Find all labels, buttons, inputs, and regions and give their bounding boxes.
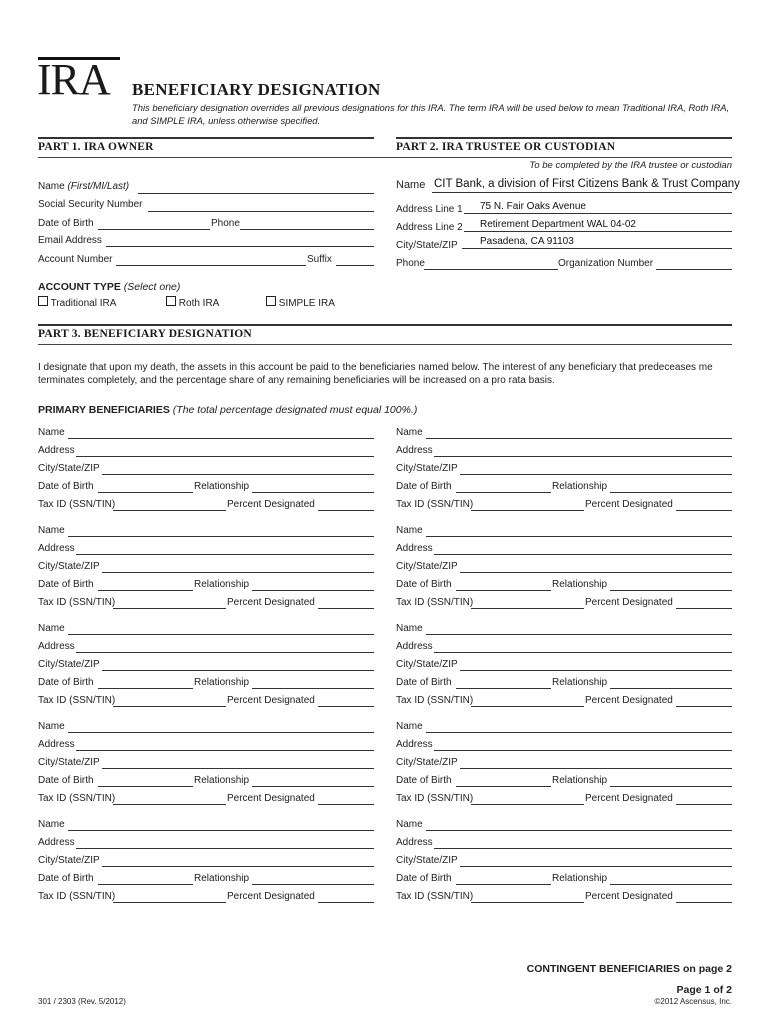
owner-name-label: Name (First/MI/Last) (38, 181, 130, 192)
custodian-csz-label: City/State/ZIP (396, 240, 458, 251)
parts-divider (38, 157, 732, 158)
part2-subtitle: To be completed by the IRA trustee or custodian (529, 160, 732, 171)
beneficiary-relationship-label: Relationship (194, 481, 250, 492)
beneficiary-name-field[interactable] (68, 536, 374, 537)
beneficiary-name-label: Name (38, 525, 65, 536)
custodian-name-value: CIT Bank, a division of First Citizens Bank & Trust Company (434, 178, 740, 190)
beneficiary-name-field[interactable] (426, 634, 732, 635)
beneficiary-address-label: Address (396, 445, 433, 456)
beneficiary-relationship-field[interactable] (610, 884, 732, 885)
beneficiary-name-field[interactable] (426, 438, 732, 439)
beneficiary-city-state-zip-field[interactable] (460, 572, 732, 573)
part2-rule (396, 137, 732, 139)
primary-beneficiaries-heading: PRIMARY BENEFICIARIES (The total percentage designated must equal 100%.) (38, 404, 418, 416)
custodian-addr1-value: 75 N. Fair Oaks Avenue (480, 201, 586, 212)
beneficiary-relationship-field[interactable] (252, 884, 374, 885)
beneficiary-address-field[interactable] (76, 456, 374, 457)
owner-ssn-label: Social Security Number (38, 199, 143, 210)
beneficiary-percent-designated-field[interactable] (676, 804, 732, 805)
part2-title: PART 2. IRA TRUSTEE OR CUSTODIAN (396, 141, 616, 153)
contingent-note: CONTINGENT BENEFICIARIES on page 2 (526, 963, 732, 975)
beneficiary-percent-designated-field[interactable] (318, 706, 374, 707)
beneficiary-relationship-field[interactable] (252, 786, 374, 787)
custodian-addr1-label: Address Line 1 (396, 204, 463, 215)
beneficiary-address-label: Address (396, 641, 433, 652)
beneficiary-city-state-zip-label: City/State/ZIP (396, 463, 458, 474)
custodian-addr2-value: Retirement Department WAL 04-02 (480, 219, 636, 230)
beneficiary-city-state-zip-field[interactable] (102, 572, 374, 573)
beneficiary-relationship-label: Relationship (194, 873, 250, 884)
beneficiary-city-state-zip-field[interactable] (102, 670, 374, 671)
beneficiary-relationship-label: Relationship (194, 677, 250, 688)
beneficiary-tax-id-label: Tax ID (SSN/TIN) (396, 597, 474, 608)
checkbox-icon[interactable] (166, 296, 176, 306)
beneficiary-tax-id-field[interactable] (471, 902, 584, 903)
beneficiary-address-label: Address (38, 739, 75, 750)
beneficiary-name-label: Name (38, 623, 65, 634)
beneficiary-percent-designated-field[interactable] (676, 510, 732, 511)
beneficiary-percent-designated-label: Percent Designated (585, 793, 673, 804)
beneficiary-city-state-zip-field[interactable] (102, 866, 374, 867)
beneficiary-name-field[interactable] (426, 536, 732, 537)
beneficiary-city-state-zip-label: City/State/ZIP (38, 463, 100, 474)
owner-phone-label: Phone (211, 218, 240, 229)
owner-phone-field[interactable] (240, 229, 374, 230)
beneficiary-tax-id-field[interactable] (113, 510, 226, 511)
beneficiary-address-label: Address (38, 837, 75, 848)
beneficiary-tax-id-label: Tax ID (SSN/TIN) (38, 597, 116, 608)
beneficiary-city-state-zip-field[interactable] (102, 768, 374, 769)
beneficiary-city-state-zip-field[interactable] (460, 866, 732, 867)
beneficiary-tax-id-label: Tax ID (SSN/TIN) (38, 695, 116, 706)
beneficiary-city-state-zip-label: City/State/ZIP (396, 855, 458, 866)
beneficiary-address-field[interactable] (434, 554, 732, 555)
beneficiary-tax-id-field[interactable] (113, 706, 226, 707)
beneficiary-address-field[interactable] (76, 750, 374, 751)
custodian-name-label: Name (396, 179, 426, 191)
beneficiary-address-field[interactable] (76, 652, 374, 653)
owner-email-label: Email Address (38, 235, 102, 246)
beneficiary-date-of-birth-label: Date of Birth (38, 481, 94, 492)
beneficiary-city-state-zip-label: City/State/ZIP (396, 561, 458, 572)
part3-rule (38, 324, 732, 326)
owner-ssn-field[interactable] (148, 211, 374, 212)
beneficiary-relationship-field[interactable] (610, 786, 732, 787)
option-traditional-ira[interactable]: Traditional IRA (38, 296, 116, 309)
beneficiary-name-field[interactable] (426, 830, 732, 831)
beneficiary-tax-id-label: Tax ID (SSN/TIN) (38, 891, 116, 902)
beneficiary-name-label: Name (396, 427, 423, 438)
beneficiary-tax-id-label: Tax ID (SSN/TIN) (38, 499, 116, 510)
beneficiary-date-of-birth-field[interactable] (98, 786, 193, 787)
beneficiary-tax-id-field[interactable] (113, 804, 226, 805)
beneficiary-tax-id-label: Tax ID (SSN/TIN) (38, 793, 116, 804)
beneficiary-date-of-birth-field[interactable] (98, 590, 193, 591)
beneficiary-city-state-zip-label: City/State/ZIP (396, 757, 458, 768)
beneficiary-tax-id-field[interactable] (471, 510, 584, 511)
beneficiary-date-of-birth-label: Date of Birth (396, 775, 452, 786)
page-number: Page 1 of 2 (676, 984, 732, 996)
beneficiary-date-of-birth-field[interactable] (98, 884, 193, 885)
part1-rule (38, 137, 374, 139)
designation-statement: I designate that upon my death, the assets in this account be paid to the beneficiaries named below. The interest of any beneficiary that predeceases me terminates completely, and the percentage share of any remaining beneficiaries will be increased on a pro rata basis. (38, 362, 713, 386)
beneficiary-relationship-label: Relationship (194, 579, 250, 590)
owner-email-field[interactable] (106, 246, 374, 247)
beneficiary-city-state-zip-label: City/State/ZIP (38, 855, 100, 866)
beneficiary-percent-designated-label: Percent Designated (585, 891, 673, 902)
beneficiary-city-state-zip-label: City/State/ZIP (38, 659, 100, 670)
beneficiary-relationship-field[interactable] (610, 688, 732, 689)
beneficiary-percent-designated-field[interactable] (318, 804, 374, 805)
beneficiary-city-state-zip-label: City/State/ZIP (38, 757, 100, 768)
beneficiary-city-state-zip-field[interactable] (460, 768, 732, 769)
custodian-phone-label: Phone (396, 258, 425, 269)
form-number: 301 / 2303 (Rev. 5/2012) (38, 997, 126, 1006)
custodian-csz-value: Pasadena, CA 91103 (480, 236, 574, 247)
beneficiary-relationship-field[interactable] (252, 590, 374, 591)
beneficiary-relationship-label: Relationship (552, 873, 608, 884)
beneficiary-tax-id-field[interactable] (471, 804, 584, 805)
beneficiary-address-field[interactable] (434, 456, 732, 457)
option-roth-ira[interactable]: Roth IRA (166, 296, 219, 309)
beneficiary-address-field[interactable] (434, 750, 732, 751)
beneficiary-date-of-birth-field[interactable] (456, 884, 551, 885)
part1-title: PART 1. IRA OWNER (38, 141, 154, 153)
beneficiary-name-field[interactable] (68, 830, 374, 831)
option-simple-ira[interactable]: SIMPLE IRA (266, 296, 335, 309)
beneficiary-percent-designated-field[interactable] (676, 902, 732, 903)
custodian-addr1-field[interactable] (464, 213, 732, 214)
beneficiary-percent-designated-field[interactable] (676, 608, 732, 609)
custodian-addr2-label: Address Line 2 (396, 222, 463, 233)
beneficiary-city-state-zip-label: City/State/ZIP (396, 659, 458, 670)
beneficiary-date-of-birth-label: Date of Birth (38, 677, 94, 688)
beneficiary-date-of-birth-label: Date of Birth (396, 873, 452, 884)
beneficiary-date-of-birth-label: Date of Birth (396, 579, 452, 590)
checkbox-icon[interactable] (38, 296, 48, 306)
beneficiary-date-of-birth-field[interactable] (98, 688, 193, 689)
beneficiary-percent-designated-label: Percent Designated (585, 597, 673, 608)
beneficiary-name-field[interactable] (68, 438, 374, 439)
beneficiary-relationship-label: Relationship (552, 677, 608, 688)
beneficiary-date-of-birth-label: Date of Birth (38, 579, 94, 590)
beneficiary-address-label: Address (38, 445, 75, 456)
beneficiary-tax-id-field[interactable] (471, 608, 584, 609)
beneficiary-tax-id-label: Tax ID (SSN/TIN) (396, 891, 474, 902)
ira-label: IRA (37, 55, 110, 104)
beneficiary-percent-designated-label: Percent Designated (227, 695, 315, 706)
beneficiary-relationship-field[interactable] (252, 688, 374, 689)
beneficiary-name-field[interactable] (68, 634, 374, 635)
beneficiary-date-of-birth-label: Date of Birth (38, 873, 94, 884)
beneficiary-relationship-field[interactable] (610, 492, 732, 493)
beneficiary-date-of-birth-field[interactable] (98, 492, 193, 493)
owner-name-field[interactable] (138, 193, 374, 194)
beneficiary-percent-designated-label: Percent Designated (227, 499, 315, 510)
beneficiary-tax-id-label: Tax ID (SSN/TIN) (396, 695, 474, 706)
checkbox-icon[interactable] (266, 296, 276, 306)
beneficiary-address-field[interactable] (434, 848, 732, 849)
owner-suffix-label: Suffix (307, 254, 332, 265)
beneficiary-address-label: Address (396, 543, 433, 554)
beneficiary-date-of-birth-field[interactable] (456, 492, 551, 493)
form-title: BENEFICIARY DESIGNATION (132, 80, 381, 99)
beneficiary-name-label: Name (396, 819, 423, 830)
owner-suffix-field[interactable] (336, 265, 374, 266)
beneficiary-date-of-birth-field[interactable] (456, 590, 551, 591)
custodian-org-field[interactable] (656, 269, 732, 270)
beneficiary-relationship-label: Relationship (194, 775, 250, 786)
beneficiary-date-of-birth-label: Date of Birth (396, 481, 452, 492)
beneficiary-name-label: Name (396, 525, 423, 536)
beneficiary-percent-designated-field[interactable] (318, 510, 374, 511)
beneficiary-percent-designated-field[interactable] (318, 902, 374, 903)
beneficiary-date-of-birth-label: Date of Birth (396, 677, 452, 688)
account-type-label: ACCOUNT TYPE (Select one) (38, 281, 181, 293)
owner-dob-label: Date of Birth (38, 218, 94, 229)
beneficiary-name-field[interactable] (68, 732, 374, 733)
beneficiary-percent-designated-label: Percent Designated (227, 793, 315, 804)
custodian-addr2-field[interactable] (464, 231, 732, 232)
beneficiary-address-field[interactable] (434, 652, 732, 653)
beneficiary-relationship-field[interactable] (252, 492, 374, 493)
beneficiary-percent-designated-field[interactable] (676, 706, 732, 707)
beneficiary-address-label: Address (396, 739, 433, 750)
beneficiary-address-label: Address (38, 543, 75, 554)
beneficiary-percent-designated-label: Percent Designated (227, 597, 315, 608)
owner-account-label: Account Number (38, 254, 113, 265)
beneficiary-name-label: Name (38, 427, 65, 438)
form-intro: This beneficiary designation overrides all previous designations for this IRA. The term IRA will be used below to mean Traditional IRA, Roth IRA, and SIMPLE IRA, unless otherwise specified. (132, 102, 730, 126)
beneficiary-date-of-birth-field[interactable] (456, 688, 551, 689)
beneficiary-date-of-birth-field[interactable] (456, 786, 551, 787)
beneficiary-relationship-label: Relationship (552, 775, 608, 786)
beneficiary-city-state-zip-field[interactable] (102, 474, 374, 475)
custodian-org-label: Organization Number (558, 258, 654, 269)
beneficiary-tax-id-field[interactable] (113, 902, 226, 903)
beneficiary-address-field[interactable] (76, 554, 374, 555)
beneficiary-address-label: Address (38, 641, 75, 652)
beneficiary-name-label: Name (396, 721, 423, 732)
beneficiary-tax-id-label: Tax ID (SSN/TIN) (396, 793, 474, 804)
beneficiary-percent-designated-label: Percent Designated (585, 695, 673, 706)
custodian-name-field[interactable] (432, 192, 732, 193)
beneficiary-address-label: Address (396, 837, 433, 848)
part3-title: PART 3. BENEFICIARY DESIGNATION (38, 328, 252, 340)
beneficiary-percent-designated-label: Percent Designated (227, 891, 315, 902)
custodian-phone-field[interactable] (424, 269, 558, 270)
beneficiary-name-label: Name (38, 721, 65, 732)
beneficiary-tax-id-field[interactable] (113, 608, 226, 609)
beneficiary-address-field[interactable] (76, 848, 374, 849)
beneficiary-date-of-birth-label: Date of Birth (38, 775, 94, 786)
beneficiary-tax-id-field[interactable] (471, 706, 584, 707)
owner-dob-field[interactable] (98, 229, 210, 230)
beneficiary-name-label: Name (396, 623, 423, 634)
beneficiary-city-state-zip-field[interactable] (460, 474, 732, 475)
beneficiary-name-label: Name (38, 819, 65, 830)
beneficiary-percent-designated-label: Percent Designated (585, 499, 673, 510)
beneficiary-city-state-zip-label: City/State/ZIP (38, 561, 100, 572)
beneficiary-relationship-label: Relationship (552, 481, 608, 492)
part3-divider (38, 344, 732, 345)
owner-account-field[interactable] (116, 265, 306, 266)
beneficiary-relationship-field[interactable] (610, 590, 732, 591)
beneficiary-relationship-label: Relationship (552, 579, 608, 590)
beneficiary-name-field[interactable] (426, 732, 732, 733)
copyright: ©2012 Ascensus, Inc. (654, 997, 732, 1006)
custodian-csz-field[interactable] (462, 248, 732, 249)
beneficiary-tax-id-label: Tax ID (SSN/TIN) (396, 499, 474, 510)
beneficiary-city-state-zip-field[interactable] (460, 670, 732, 671)
beneficiary-percent-designated-field[interactable] (318, 608, 374, 609)
